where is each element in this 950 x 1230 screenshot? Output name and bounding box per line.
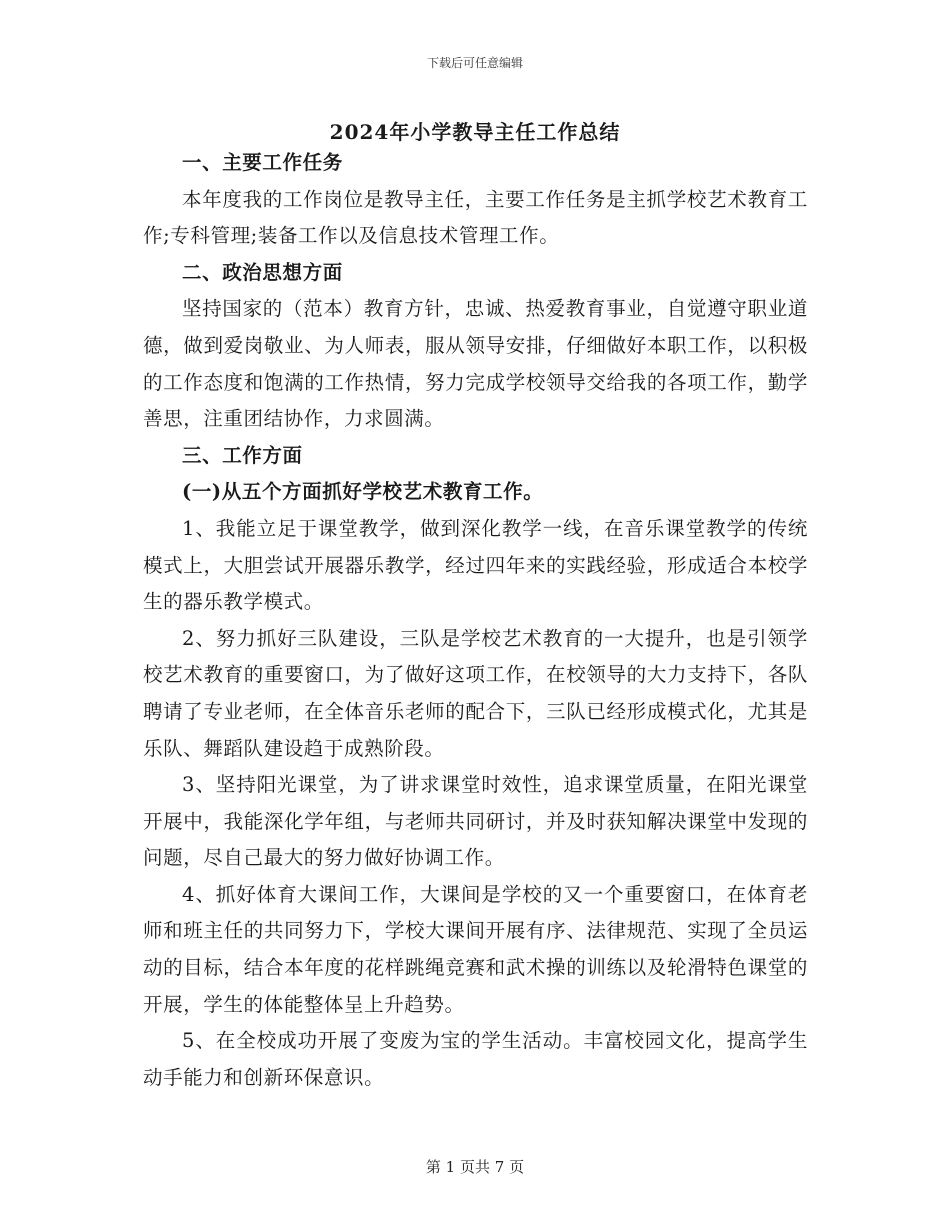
body-paragraph: 本年度我的工作岗位是教导主任，主要工作任务是主抓学校艺术教育工作;专科管理;装备工作以及信息技术管理工作。 [143, 187, 808, 248]
page-number-footer: 第 1 页共 7 页 [425, 1158, 525, 1176]
body-paragraph: 1、我能立足于课堂教学，做到深化教学一线，在音乐课堂教学的传统模式上，大胆尝试开展器乐教学，经过四年来的实践经验，形成适合本校学生的器乐教学模式。 [143, 516, 808, 614]
body-paragraph: 2、努力抓好三队建设，三队是学校艺术教育的一大提升，也是引领学校艺术教育的重要窗口，为了做好这项工作，在校领导的大力支持下，各队聘请了专业老师，在全体音乐老师的配合下，三队已经形成模式化，尤其是乐队、舞蹈队建设趋于成熟阶段。 [143, 626, 808, 760]
document-title: 2024年小学教导主任工作总结 [329, 120, 621, 144]
page-header-note: 下载后可任意编辑 [426, 56, 523, 70]
section-heading: 三、工作方面 [182, 443, 303, 467]
body-paragraph: 5、在全校成功开展了变废为宝的学生活动。丰富校园文化，提高学生动手能力和创新环保意识。 [143, 1029, 808, 1089]
body-paragraph: 4、抓好体育大课间工作，大课间是学校的又一个重要窗口，在体育老师和班主任的共同努力下，学校大课间开展有序、法律规范、实现了全员运动的目标，结合本年度的花样跳绳竞赛和武术操的训练以及轮滑特色课堂的开展，学生的体能整体呈上升趋势。 [143, 882, 808, 1016]
subsection-heading: (一)从五个方面抓好学校艺术教育工作。 [182, 480, 544, 504]
document-body [143, 145, 808, 1096]
section-heading: 一、主要工作任务 [182, 151, 343, 174]
body-paragraph: 坚持国家的（范本）教育方针，忠诚、热爱教育事业，自觉遵守职业道德，做到爱岗敬业、为人师表，服从领导安排，仔细做好本职工作，以积极的工作态度和饱满的工作热情，努力完成学校领导交给我的各项工作，勤学善思，注重团结协作，力求圆满。 [143, 297, 808, 431]
section-heading: 二、政治思想方面 [182, 260, 343, 284]
body-paragraph: 3、坚持阳光课堂，为了讲求课堂时效性，追求课堂质量，在阳光课堂开展中，我能深化学年组，与老师共同研讨，并及时获知解决课堂中发现的问题，尽自己最大的努力做好协调工作。 [143, 773, 808, 870]
